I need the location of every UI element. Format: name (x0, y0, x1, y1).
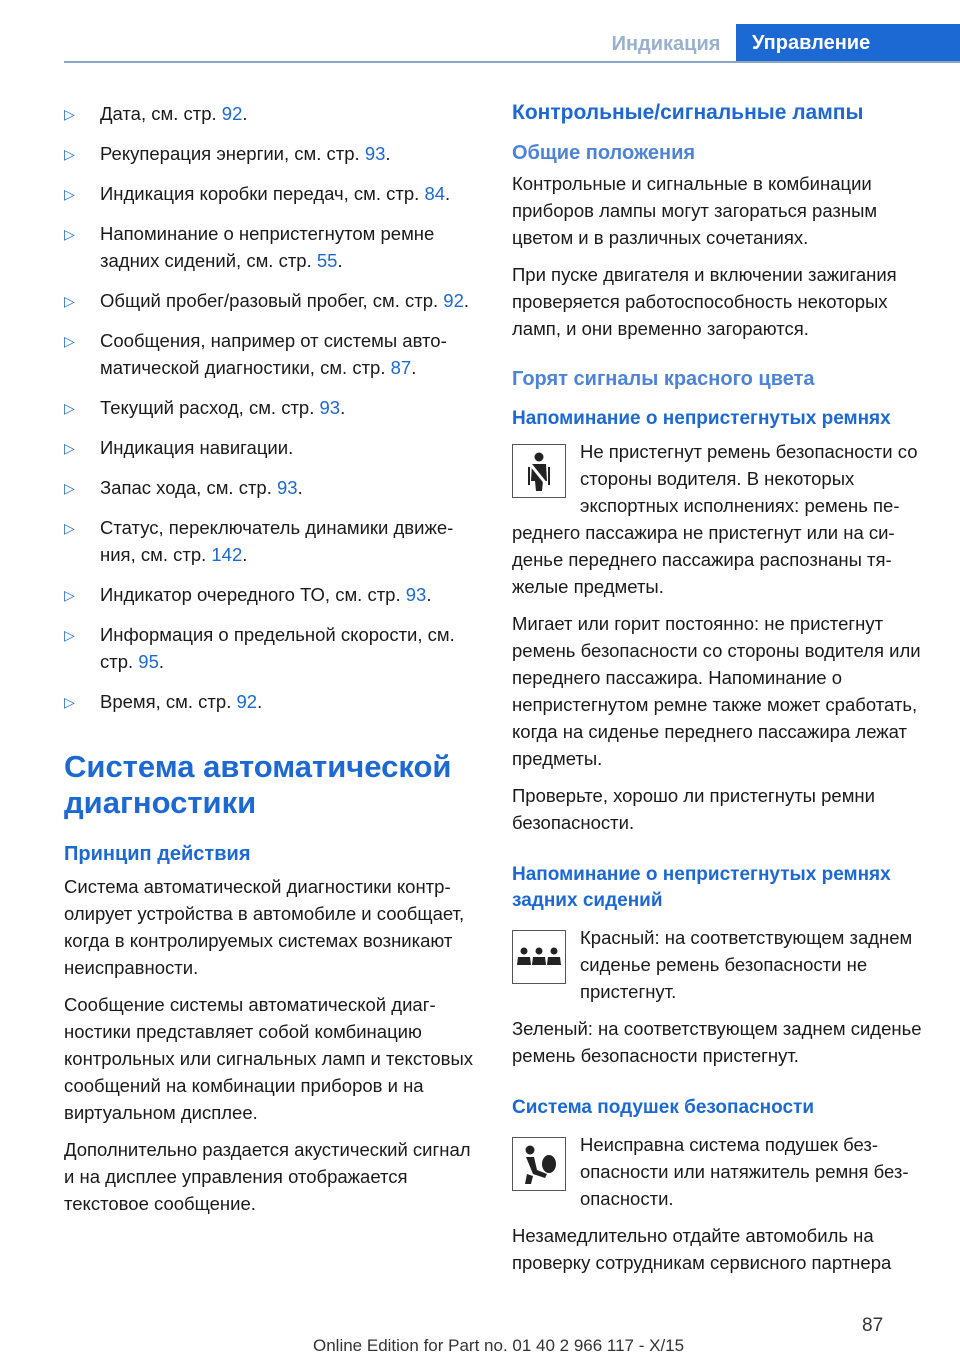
bullet-triangle-icon: ▷ (64, 226, 75, 242)
list-item: ▷ Сообщения, например от системы автоматической диагностики, см. стр. 87. (64, 330, 447, 378)
page-link[interactable]: 95 (138, 651, 159, 672)
paragraph: Незамедлительно отдайте автомобиль на проверку сотрудникам сервисного партнера (512, 1225, 892, 1273)
list-item: ▷ Общий пробег/разовый пробег, см. стр. 92. (64, 287, 480, 314)
paragraph: При пуске двигателя и включении зажигания проверяется работоспособность некоторых ламп, и они временно загораются. (512, 264, 897, 339)
bullet-triangle-icon: ▷ (64, 146, 75, 162)
subsection-title: Горят сигналы красного цвета (512, 368, 815, 390)
list-item: ▷ Индикация навигации. (64, 434, 480, 461)
page-link[interactable]: 142 (211, 544, 243, 565)
page-link[interactable]: 93 (319, 397, 341, 418)
topic-title: Напоминание о непристегнутых ремнях задних сидений (512, 864, 891, 911)
footer-edition: Online Edition for Part no. 01 40 2 966 117 - X/15 (313, 1336, 685, 1355)
header-rule (64, 61, 960, 63)
page-link[interactable]: 92 (443, 290, 464, 311)
header-tab-controls[interactable]: Управление (736, 24, 960, 62)
topic-title: Система подушек безопасности (512, 1097, 814, 1118)
section-title: Контрольные/сигнальные лампы (512, 101, 864, 124)
bullet-triangle-icon: ▷ (64, 480, 75, 496)
subsection-title: Принцип действия (64, 843, 251, 865)
paragraph: Проверьте, хорошо ли пристегнуты ремни безопасности. (512, 785, 875, 833)
page-link[interactable]: 84 (424, 183, 446, 204)
list-item: ▷ Напоминание о непристегнутом ремне задних сидений, см. стр. 55. (64, 223, 435, 271)
bullet-triangle-icon: ▷ (64, 440, 75, 456)
paragraph: Красный: на соответствующем заднем сиденье ремень безопасности не пристегнут. (580, 927, 913, 1002)
page-link[interactable]: 92 (221, 103, 243, 124)
page-number: 87 (862, 1315, 884, 1336)
section-title: Система автоматической диагностики (64, 749, 452, 820)
paragraph: Зеленый: на соответствующем заднем сиденье ремень безопасности пристегнут. (512, 1018, 922, 1066)
list-item: ▷ Текущий расход, см. стр. 93. (64, 394, 480, 421)
airbag-block (512, 1131, 928, 1222)
display-items-list (64, 100, 480, 715)
left-column (64, 100, 480, 1227)
list-item: ▷ Запас хода, см. стр. 93. (64, 474, 480, 501)
bullet-triangle-icon: ▷ (64, 520, 75, 536)
paragraph: Система автоматической диагностики контролирует устройства в автомобиле и сообщает, когда в контролируемых системах возникают неисправности. (64, 876, 465, 978)
seatbelt-block (512, 438, 928, 610)
list-item: ▷ Рекуперация энергии, см. стр. 93. (64, 140, 480, 167)
bullet-triangle-icon: ▷ (64, 627, 75, 643)
page-link[interactable]: 92 (236, 691, 258, 712)
list-item: ▷ Индикатор очередного ТО, см. стр. 93. (64, 581, 480, 608)
list-item: ▷ Индикация коробки передач, см. стр. 84. (64, 180, 480, 207)
paragraph: Не пристегнут ремень безопасности со стороны водителя. В некоторых экспортных исполнениях: ремень переднего пассажира не пристегнут или на сиденье переднего пассажира распознаны тяжелые предметы. (512, 441, 918, 597)
paragraph: Неисправна система подушек безопасности или натяжитель ремня безопасности. (580, 1134, 909, 1209)
topic-title: Напоминание о непристегнутых ремнях (512, 408, 891, 429)
list-item: ▷ Статус, переключатель динамики движения, см. стр. 142. (64, 517, 454, 565)
right-column (512, 100, 928, 1286)
airbag-icon (512, 1137, 566, 1191)
paragraph: Дополнительно раздается акустический сигнал и на дисплее управления отображается текстовое сообщение. (64, 1139, 471, 1214)
bullet-triangle-icon: ▷ (64, 587, 75, 603)
bullet-triangle-icon: ▷ (64, 293, 75, 309)
bullet-triangle-icon: ▷ (64, 694, 75, 710)
rear-seatbelt-icon (512, 930, 566, 984)
page-link[interactable]: 93 (364, 143, 386, 164)
bullet-triangle-icon: ▷ (64, 186, 75, 202)
list-item: ▷ Информация о предельной скорости, см. стр. 95. (64, 624, 455, 672)
page-link[interactable]: 55 (316, 250, 338, 271)
paragraph: Сообщение системы автоматической диагностики представляет собой комбинацию контрольных или сигнальных ламп и текстовых сообщений на комбинации приборов и на виртуальном дисплее. (64, 994, 474, 1123)
paragraph: Контрольные и сигнальные в комбинации приборов лампы могут загораться разным цветом и в различных сочетаниях. (512, 173, 878, 248)
bullet-triangle-icon: ▷ (64, 400, 75, 416)
seatbelt-icon (512, 444, 566, 498)
page-link[interactable]: 87 (390, 357, 412, 378)
list-item: ▷ Дата, см. стр. 92. (64, 100, 480, 127)
subsection-title: Общие положения (512, 142, 696, 164)
bullet-triangle-icon: ▷ (64, 106, 75, 122)
list-item: ▷ Время, см. стр. 92. (64, 688, 480, 715)
bullet-triangle-icon: ▷ (64, 333, 75, 349)
page-link[interactable]: 93 (277, 477, 298, 498)
header-tab-indication[interactable]: Индикация (611, 33, 721, 55)
page-link[interactable]: 93 (405, 584, 427, 605)
paragraph: Мигает или горит постоянно: не пристегнут ремень безопасности со стороны водителя или переднего пассажира. Напоминание о непристегнутом ремне также может сработать, когда на сиденье переднего пассажира лежат предметы. (512, 613, 921, 769)
rear-seatbelt-block (512, 924, 928, 1015)
